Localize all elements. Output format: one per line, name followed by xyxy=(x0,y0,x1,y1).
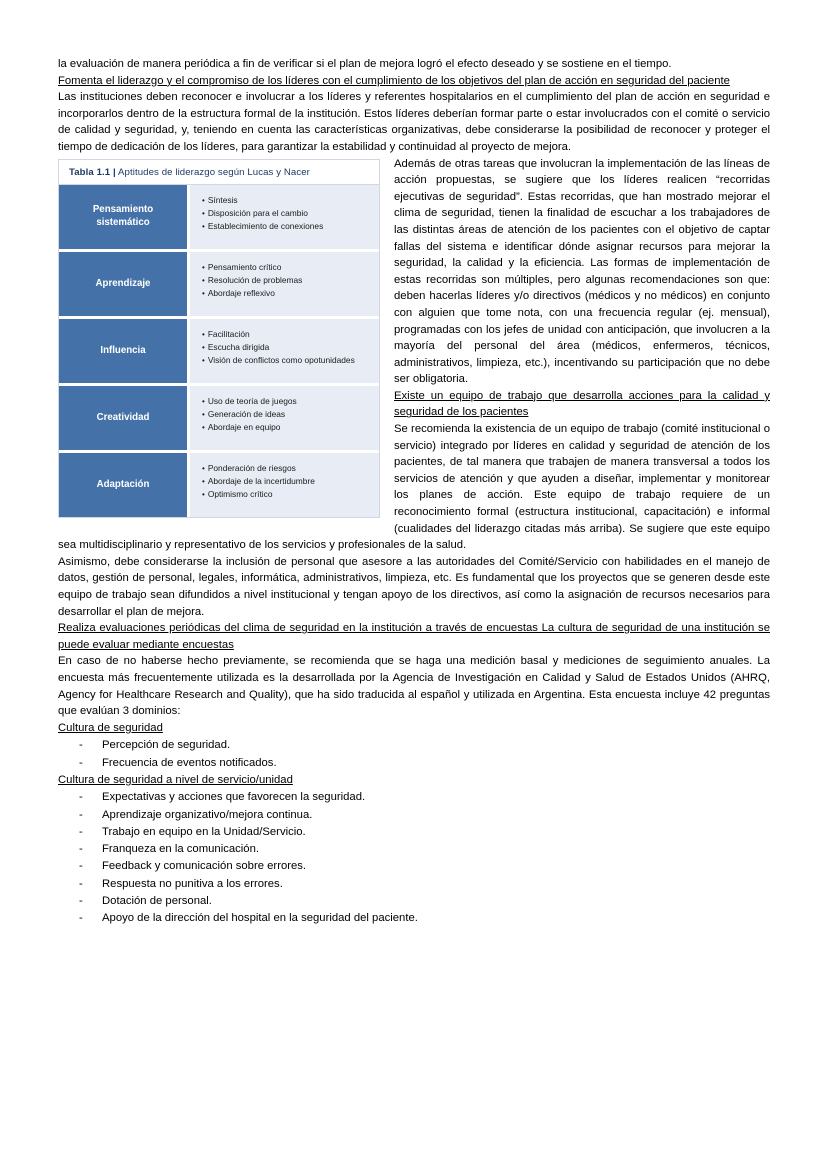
list-item: • Pensamiento crítico xyxy=(202,261,371,274)
list-item: • Disposición para el cambio xyxy=(202,207,371,220)
table-row-label: Influencia xyxy=(59,319,190,383)
list-item: • Escucha dirigida xyxy=(202,341,371,354)
list-item: - Expectativas y acciones que favorecen la seguridad. xyxy=(102,789,770,806)
table-row-label: Aprendizaje xyxy=(59,252,190,316)
figure-table xyxy=(58,184,380,518)
table-row xyxy=(59,252,379,319)
list-item: - Aprendizaje organizativo/mejora continua. xyxy=(102,807,770,824)
list-item: - Trabajo en equipo en la Unidad/Servicio. xyxy=(102,824,770,841)
paragraph-intro: la evaluación de manera periódica a fin de verificar si el plan de mejora logró el efecto deseado y se sostiene en el tiempo. xyxy=(58,58,672,70)
list-item: - Respuesta no punitiva a los errores. xyxy=(102,876,770,893)
list-item: • Optimismo crítico xyxy=(202,488,371,501)
figure-caption-label: Tabla 1.1 | xyxy=(69,166,116,178)
paragraph-recorridas: Además de otras tareas que involucran la implementación de las líneas de acción propuestas, se sugiere que los líderes realicen “recorridas ejecutivas de seguridad”. Estas recorridas, que han mostrado mejorar el clima de seguridad, tienen la finalidad de escuchar a los trabajadores de las distintas áreas de atención de los pacientes con el objetivo de captar fallas del sistema e identificar dónde asignar recursos para mejorar la seguridad, la calidad y la eficiencia. Las formas de implementación de estas recorridas son múltiples, pero algunas recomendaciones son que: deben hacerlas líderes y/o directivos (médicos y no médicos) en conjunto con alguien que tome nota, con una frecuencia regular (ej. mensual), programadas con los jefes de unidad con anticipación, que involucren a la mayoría del personal del área (médicos, enfermeros, técnicos, administrativos, limpieza, etc.), incentivando su participación que no debe ser obligatoria. xyxy=(394,157,770,386)
table-row-bullets xyxy=(190,252,379,316)
paragraph-instituciones: Las instituciones deben reconocer e involucrar a los líderes y referentes hospitalarios en el cumplimiento del plan de acción en seguridad e incorporarlos dentro de la estructura formal de la institución. Estos líderes deberían formar parte o estar involucrados con el comité o servicio de calidad y seguridad, y, teniendo en cuenta las características organizativas, debe considerarse la posibilidad de reconocer y proteger el tiempo de dedicación de los líderes, para garantizar la estabilidad y continuidad al proyecto de mejora. xyxy=(58,91,770,153)
list-item: - Frecuencia de eventos notificados. xyxy=(102,755,770,772)
table-row-bullets xyxy=(190,453,379,517)
list-cultura-seguridad xyxy=(58,737,770,772)
table-row xyxy=(59,386,379,453)
list-item: - Dotación de personal. xyxy=(102,893,770,910)
section-title-cultura-seguridad: Cultura de seguridad xyxy=(58,721,163,734)
list-item: - Feedback y comunicación sobre errores. xyxy=(102,858,770,875)
table-row-bullets xyxy=(190,185,379,249)
figure-tabla-1-1 xyxy=(58,159,380,518)
list-item: • Abordaje reflexivo xyxy=(202,287,371,300)
table-row xyxy=(59,319,379,386)
list-item: • Abordaje de la incertidumbre xyxy=(202,475,371,488)
figure-caption-text: Aptitudes de liderazgo según Lucas y Nacer xyxy=(115,166,310,178)
list-item: • Visión de conflictos como opotunidades xyxy=(202,354,371,367)
section-title-cultura-servicio: Cultura de seguridad a nivel de servicio/unidad xyxy=(58,773,293,786)
list-item: • Abordaje en equipo xyxy=(202,421,371,434)
list-item: • Facilitación xyxy=(202,328,371,341)
document-content xyxy=(58,56,770,928)
table-row xyxy=(59,185,379,252)
list-item: • Uso de teoría de juegos xyxy=(202,395,371,408)
list-item: • Resolución de problemas xyxy=(202,274,371,287)
list-cultura-servicio xyxy=(58,789,770,927)
list-item: • Establecimiento de conexiones xyxy=(202,220,371,233)
list-item: - Percepción de seguridad. xyxy=(102,737,770,754)
heading-liderazgo: Fomenta el liderazgo y el compromiso de los líderes con el cumplimiento de los objetivos del plan de acción en seguridad del paciente xyxy=(58,74,730,87)
list-item: - Apoyo de la dirección del hospital en la seguridad del paciente. xyxy=(102,910,770,927)
table-row-bullets xyxy=(190,319,379,383)
figure-caption xyxy=(58,159,380,184)
list-item: • Ponderación de riesgos xyxy=(202,462,371,475)
list-item: • Síntesis xyxy=(202,194,371,207)
paragraph-asimismo: Asimismo, debe considerarse la inclusión de personal que asesore a las autoridades del Comité/Servicio con habilidades en el manejo de datos, gestión de personal, legales, informática, administrativos, limpieza, etc. Es fundamental que los proyectos que se generen desde este equipo de trabajo sean difundidos a nivel institucional y tengan apoyo de los directivos, así como la asignación de recursos necesarios para desarrollar el plan de mejora. xyxy=(58,555,770,618)
table-row-label: Adaptación xyxy=(59,453,190,517)
table-row xyxy=(59,453,379,517)
heading-equipo-trabajo: Existe un equipo de trabajo que desarrolla acciones para la calidad y seguridad de los pacientes xyxy=(394,389,770,419)
list-item: • Generación de ideas xyxy=(202,408,371,421)
table-row-bullets xyxy=(190,386,379,450)
paragraph-equipo: Se recomienda la existencia de un equipo de trabajo (comité institucional o servicio) integrado por líderes en calidad y seguridad de atención de los pacientes, de tal manera que trabajen de manera transversal a todos los servicios de atención y que ayuden a diseñar, implementar y monitorear los planes de acción. Este equipo de trabajo requiere de un reconocimiento formal (estructura institucional, capacitación) e informal (cualidades del liderazgo citadas más arriba). Se sugiere que este equipo sea multidisciplinario y representativo de los servicios y profesionales de la salud. xyxy=(58,423,770,552)
list-item: - Franqueza en la comunicación. xyxy=(102,841,770,858)
table-row-label: Pensamiento sistemático xyxy=(59,185,190,249)
heading-evaluaciones: Realiza evaluaciones periódicas del clima de seguridad en la institución a través de encuestas La cultura de seguridad de una institución se puede evaluar mediante encuestas xyxy=(58,622,770,651)
table-row-label: Creatividad xyxy=(59,386,190,450)
paragraph-encuesta: En caso de no haberse hecho previamente, se recomienda que se haga una medición basal y mediciones de seguimiento anuales. La encuesta más frecuentemente utilizada es la desarrollada por la Agencia de Investigación en Calidad y Salud de Estados Unidos (AHRQ, Agency for Healthcare Research and Quality), que ha sido traducida al español y utilizada en Argentina. Esta encuesta incluye 42 preguntas que evalúan 3 dominios: xyxy=(58,655,770,718)
